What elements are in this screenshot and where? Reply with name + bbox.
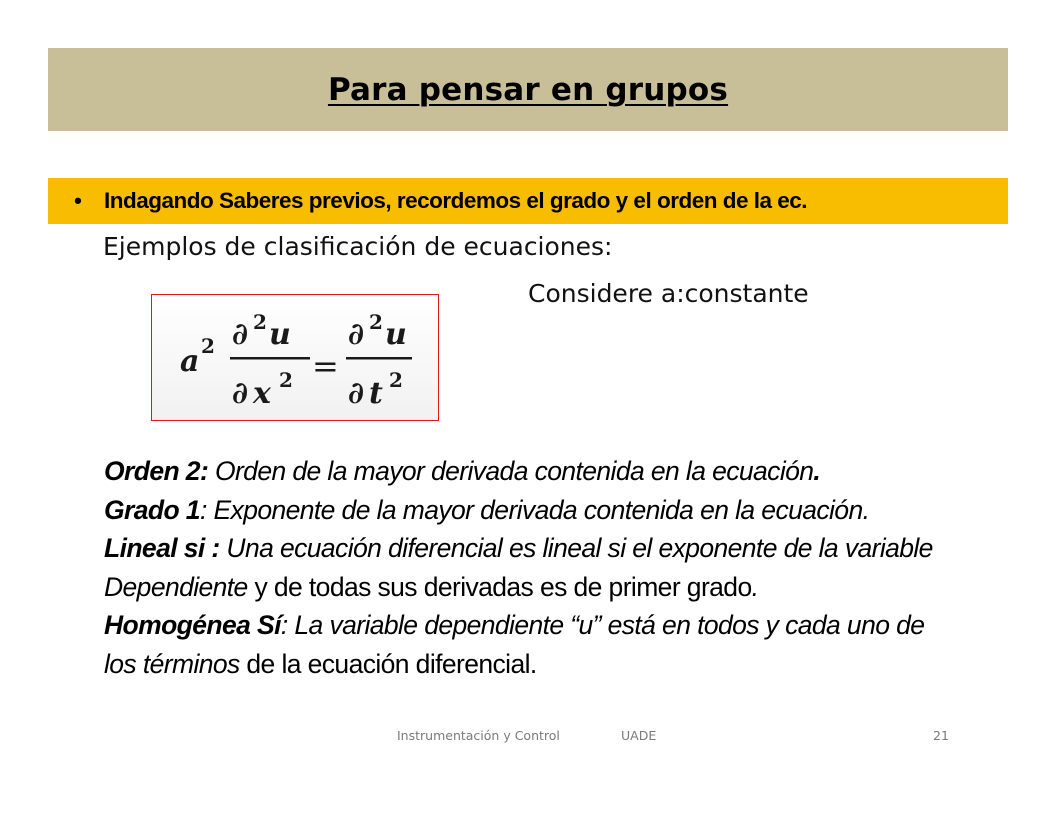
eq-coef-exp: 2 — [201, 334, 215, 358]
orden-colon: : — [199, 456, 209, 486]
slide-title: Para pensar en grupos — [327, 71, 729, 108]
bullet-band — [48, 178, 1008, 224]
eq-left-num-d: ∂ — [232, 317, 249, 352]
footer-org: UADE — [621, 728, 657, 743]
definition-grado — [104, 491, 1004, 530]
definition-lineal-cont — [104, 568, 1004, 607]
eq-right-num-d: ∂ — [348, 317, 365, 352]
definition-orden — [104, 452, 1004, 491]
grado-text: : Exponente de la mayor derivada contenida en la ecuación. — [199, 494, 870, 525]
bullet-marker: • — [74, 188, 82, 213]
lineal-text2-it: Dependiente — [104, 571, 248, 602]
definition-lineal — [104, 529, 1004, 568]
eq-right-den-var: t — [369, 376, 383, 411]
equation-formula — [152, 295, 438, 420]
grado-term: Grado 1 — [104, 494, 200, 525]
eq-left-den-var: x — [253, 376, 271, 411]
subheading: Ejemplos de clasificación de ecuaciones: — [103, 232, 613, 261]
lineal-text2-rest: y de todas sus derivadas es de primer grado — [247, 571, 752, 602]
eq-right-num-var: u — [385, 317, 407, 352]
eq-right-num-exp: 2 — [369, 310, 383, 334]
orden-term: Orden 2 — [104, 456, 200, 486]
homog-text2-rest: de la ecuación diferencial. — [239, 648, 537, 679]
footer-page-number: 21 — [933, 728, 949, 743]
lineal-text2-end: . — [751, 571, 759, 602]
definitions — [104, 452, 1004, 683]
title-band — [48, 48, 1008, 131]
eq-right-fraction-bar — [346, 357, 412, 360]
eq-left-den-exp: 2 — [279, 368, 293, 392]
footer-course: Instrumentación y Control — [397, 728, 560, 743]
orden-text: Orden de la mayor derivada contenida en la ecuación — [208, 456, 814, 486]
equation-box — [151, 294, 439, 421]
orden-end: . — [813, 456, 821, 486]
lineal-text: Una ecuación diferencial es lineal si el exponente de la variable — [219, 533, 933, 563]
eq-right-den-exp: 2 — [389, 368, 403, 392]
eq-coef: a — [180, 344, 200, 379]
eq-left-num-exp: 2 — [253, 310, 267, 334]
definition-homogenea — [104, 606, 1004, 645]
homog-text: : La variable dependiente “u” está en todos y cada uno de — [280, 610, 925, 640]
homog-text2-it: los términos — [104, 648, 240, 679]
consider-note: Considere a:constante — [528, 279, 809, 308]
eq-right-den-d: ∂ — [348, 376, 365, 411]
homog-term: Homogénea Sí — [104, 610, 281, 640]
bullet-text: Indagando Saberes previos, recordemos el grado y el orden de la ec. — [104, 188, 808, 213]
lineal-term: Lineal si : — [104, 533, 220, 563]
eq-left-den-d: ∂ — [232, 376, 249, 411]
eq-left-fraction-bar — [230, 357, 310, 360]
eq-equals: = — [312, 347, 339, 385]
eq-left-num-var: u — [269, 317, 291, 352]
definition-homogenea-cont — [104, 645, 1004, 684]
